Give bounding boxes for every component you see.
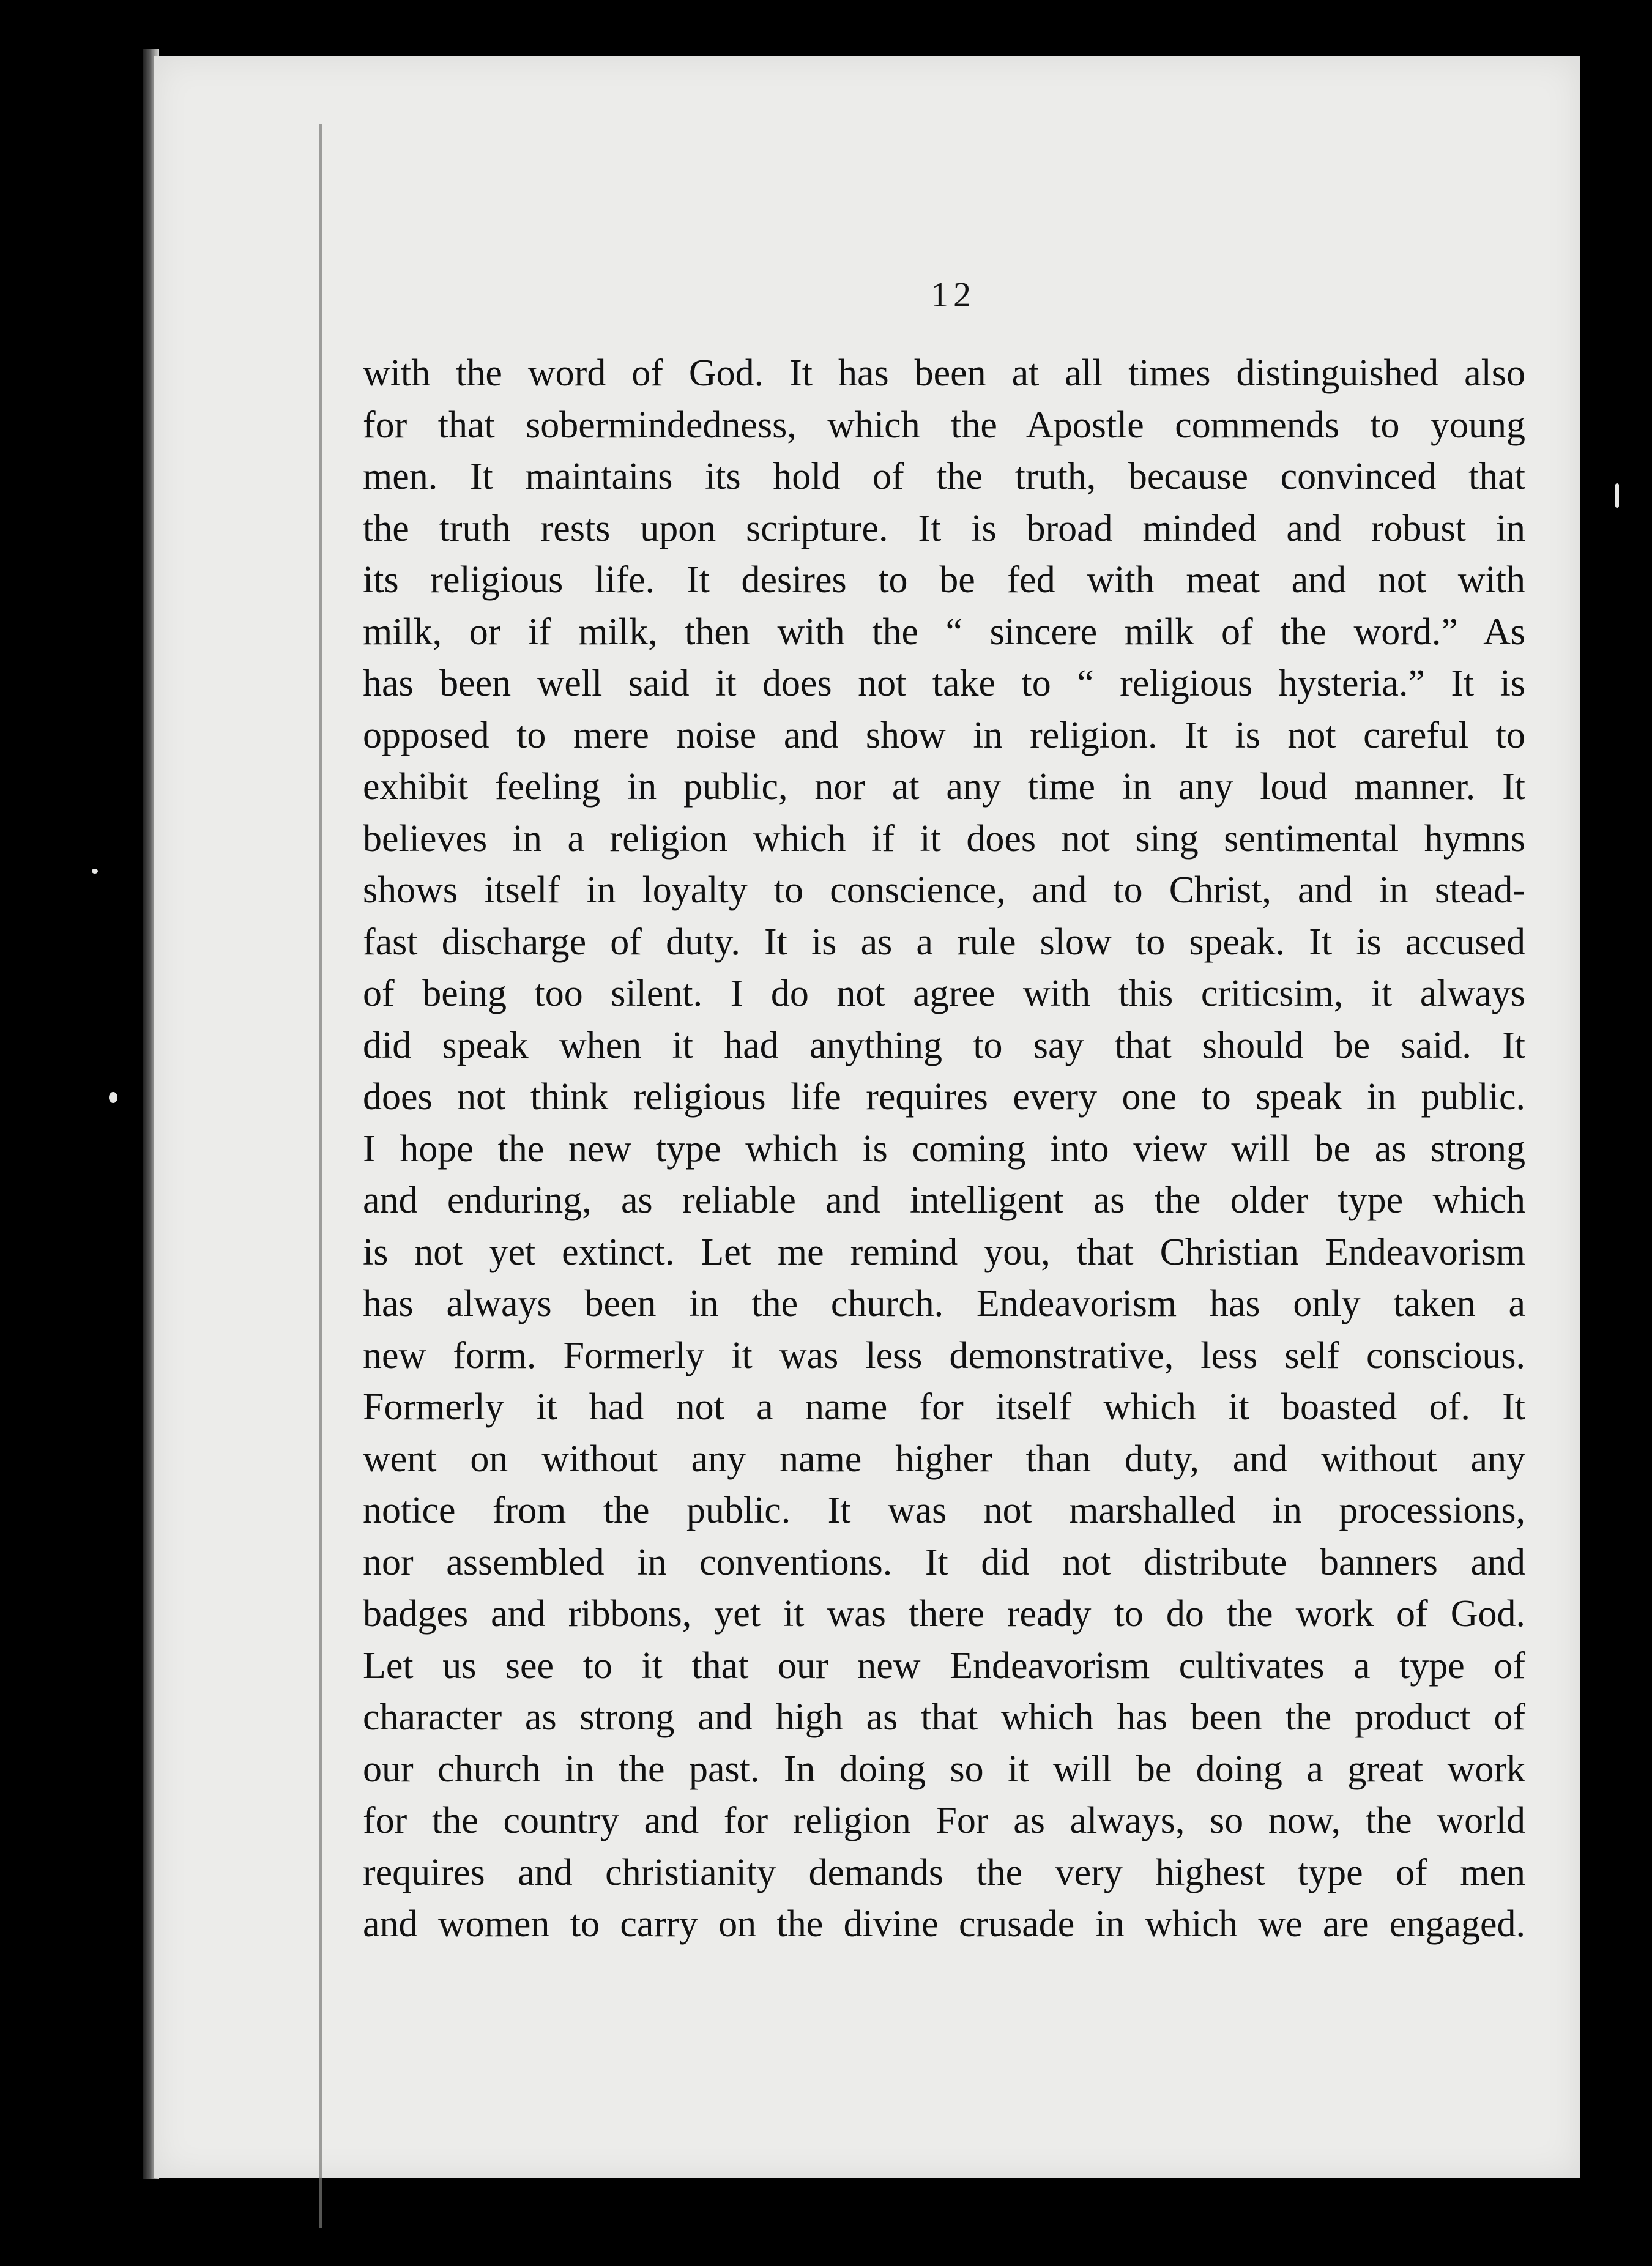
text-line: badges and ribbons, yet it was there ready to do the work of God. <box>363 1593 1525 1635</box>
binding-line <box>319 124 322 2228</box>
text-line: Formerly it had not a name for itself which it boasted of. It <box>363 1386 1525 1428</box>
text-line: believes in a religion which if it does not sing sentimental hymns <box>363 817 1525 860</box>
text-line: has always been in the church. Endeavorism has only taken a <box>363 1283 1525 1324</box>
text-line: went on without any name higher than duty, and without any <box>363 1438 1525 1480</box>
text-line: for that sobermindedness, which the Apostle commends to young <box>363 404 1525 446</box>
text-line: our church in the past. In doing so it will be doing a great work <box>363 1748 1525 1790</box>
dust-speck <box>109 1092 117 1103</box>
text-line: exhibit feeling in public, nor at any time in any loud manner. It <box>363 766 1525 808</box>
text-line: did speak when it had anything to say that should be said. It <box>363 1024 1525 1066</box>
text-line: opposed to mere noise and show in religion. It is not careful to <box>363 714 1525 756</box>
text-line: has been well said it does not take to “ religious hysteria.” It is <box>363 663 1525 704</box>
text-line: character as strong and high as that which has been the product of <box>363 1696 1525 1738</box>
text-line: and women to carry on the divine crusade in which we are engaged. <box>363 1903 1525 1945</box>
page-number: 12 <box>931 275 976 314</box>
text-line: its religious life. It desires to be fed with meat and not with <box>363 559 1525 601</box>
text-line: I hope the new type which is coming into view will be as strong <box>363 1127 1525 1170</box>
body-text <box>363 347 1525 1950</box>
text-line: men. It maintains its hold of the truth, because convinced that <box>363 456 1525 497</box>
text-line: milk, or if milk, then with the “ sincere milk of the word.” As <box>363 611 1525 653</box>
text-line: for the country and for religion For as always, so now, the world <box>363 1800 1525 1841</box>
text-line: Let us see to it that our new Endeavorism cultivates a type of <box>363 1644 1525 1687</box>
text-line: fast discharge of duty. It is as a rule slow to speak. It is accused <box>363 921 1525 963</box>
text-line: new form. Formerly it was less demonstrative, less self conscious. <box>363 1334 1525 1376</box>
text-line: the truth rests upon scripture. It is broad minded and robust in <box>363 507 1525 549</box>
text-line: shows itself in loyalty to conscience, and to Christ, and in stead- <box>363 869 1525 911</box>
text-line: is not yet extinct. Let me remind you, that Christian Endeavorism <box>363 1231 1525 1273</box>
text-line: nor assembled in conventions. It did not distribute banners and <box>363 1541 1525 1583</box>
text-line: requires and christianity demands the very highest type of men <box>363 1851 1525 1893</box>
text-line: does not think religious life requires every one to speak in public. <box>363 1076 1525 1118</box>
dust-speck <box>1615 483 1619 508</box>
text-line: with the word of God. It has been at all times distinguished also <box>363 352 1525 394</box>
text-line: and enduring, as reliable and intelligent as the older type which <box>363 1179 1525 1221</box>
text-line: notice from the public. It was not marshalled in processions, <box>363 1490 1525 1531</box>
text-line: of being too silent. I do not agree with this criticsim, it always <box>363 973 1525 1014</box>
dust-speck <box>92 869 98 874</box>
